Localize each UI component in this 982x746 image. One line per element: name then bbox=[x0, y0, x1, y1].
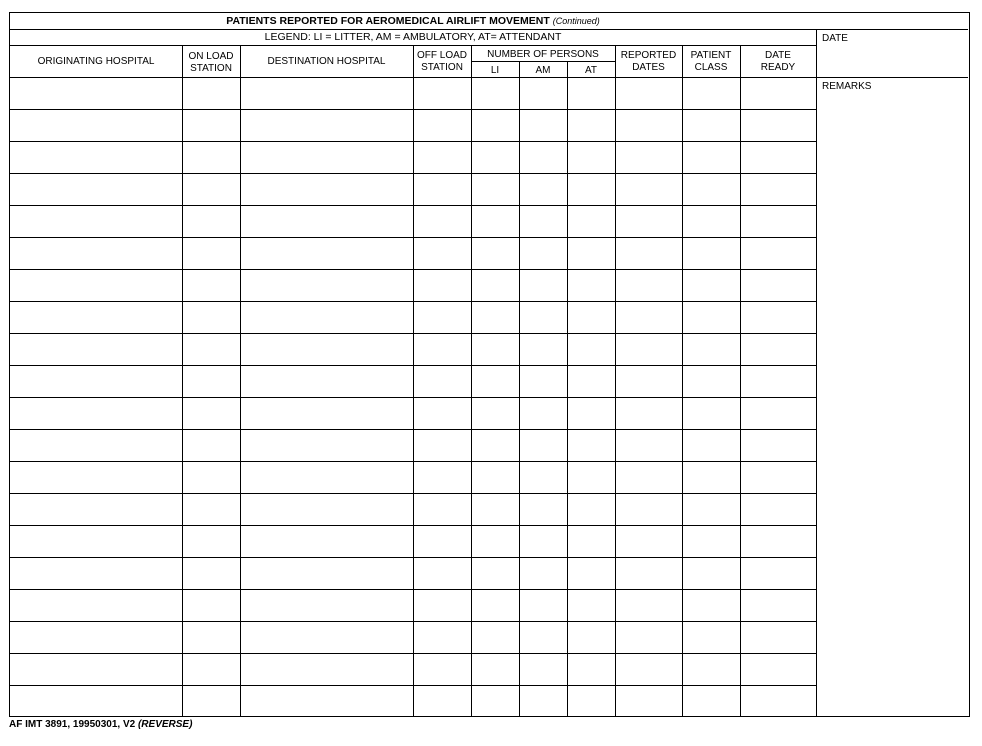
col-originating-hospital: ORIGINATING HOSPITAL bbox=[37, 56, 155, 67]
col-ready-line1: DATE bbox=[765, 50, 791, 61]
cell-li-count[interactable] bbox=[472, 78, 519, 109]
cell-originating-hospital[interactable] bbox=[11, 590, 182, 621]
col-off-load-line2: STATION bbox=[421, 62, 463, 73]
cell-am-count[interactable] bbox=[520, 590, 567, 621]
cell-li-count[interactable] bbox=[472, 462, 519, 493]
col-off-load-line1: OFF LOAD bbox=[416, 50, 467, 61]
cell-destination-hospital[interactable] bbox=[241, 398, 413, 429]
cell-at-count[interactable] bbox=[568, 174, 615, 205]
cell-on-load-station[interactable] bbox=[183, 622, 240, 653]
cell-am-count[interactable] bbox=[520, 302, 567, 333]
cell-li-count[interactable] bbox=[472, 558, 519, 589]
cell-originating-hospital[interactable] bbox=[11, 366, 182, 397]
date-field[interactable] bbox=[817, 47, 967, 76]
form-footer bbox=[9, 719, 192, 730]
cell-li-count[interactable] bbox=[472, 174, 519, 205]
cell-date-ready[interactable] bbox=[741, 430, 816, 461]
cell-reported-dates[interactable] bbox=[616, 206, 682, 237]
cell-date-ready[interactable] bbox=[741, 686, 816, 717]
cell-reported-dates[interactable] bbox=[616, 270, 682, 301]
cell-date-ready[interactable] bbox=[741, 206, 816, 237]
cell-off-load-station[interactable] bbox=[414, 430, 471, 461]
cell-originating-hospital[interactable] bbox=[11, 686, 182, 717]
cell-on-load-station[interactable] bbox=[183, 110, 240, 141]
cell-reported-dates[interactable] bbox=[616, 302, 682, 333]
cell-li-count[interactable] bbox=[472, 302, 519, 333]
cell-at-count[interactable] bbox=[568, 558, 615, 589]
cell-at-count[interactable] bbox=[568, 110, 615, 141]
cell-am-count[interactable] bbox=[520, 366, 567, 397]
cell-date-ready[interactable] bbox=[741, 398, 816, 429]
cell-at-count[interactable] bbox=[568, 142, 615, 173]
cell-date-ready[interactable] bbox=[741, 590, 816, 621]
cell-am-count[interactable] bbox=[520, 238, 567, 269]
cell-date-ready[interactable] bbox=[741, 558, 816, 589]
cell-originating-hospital[interactable] bbox=[11, 174, 182, 205]
cell-patient-class[interactable] bbox=[683, 238, 740, 269]
cell-off-load-station[interactable] bbox=[414, 558, 471, 589]
date-label: DATE bbox=[822, 33, 848, 44]
cell-originating-hospital[interactable] bbox=[11, 430, 182, 461]
cell-am-count[interactable] bbox=[520, 334, 567, 365]
cell-patient-class[interactable] bbox=[683, 622, 740, 653]
cell-destination-hospital[interactable] bbox=[241, 430, 413, 461]
cell-originating-hospital[interactable] bbox=[11, 206, 182, 237]
cell-am-count[interactable] bbox=[520, 654, 567, 685]
cell-at-count[interactable] bbox=[568, 78, 615, 109]
cell-reported-dates[interactable] bbox=[616, 174, 682, 205]
cell-destination-hospital[interactable] bbox=[241, 142, 413, 173]
cell-am-count[interactable] bbox=[520, 622, 567, 653]
cell-am-count[interactable] bbox=[520, 142, 567, 173]
cell-reported-dates[interactable] bbox=[616, 622, 682, 653]
cell-off-load-station[interactable] bbox=[414, 462, 471, 493]
cell-patient-class[interactable] bbox=[683, 270, 740, 301]
cell-originating-hospital[interactable] bbox=[11, 622, 182, 653]
cell-li-count[interactable] bbox=[472, 430, 519, 461]
cell-off-load-station[interactable] bbox=[414, 590, 471, 621]
cell-at-count[interactable] bbox=[568, 494, 615, 525]
cell-destination-hospital[interactable] bbox=[241, 462, 413, 493]
date-box-divider bbox=[816, 77, 968, 78]
cell-date-ready[interactable] bbox=[741, 366, 816, 397]
cell-on-load-station[interactable] bbox=[183, 78, 240, 109]
cell-reported-dates[interactable] bbox=[616, 238, 682, 269]
cell-at-count[interactable] bbox=[568, 590, 615, 621]
cell-date-ready[interactable] bbox=[741, 462, 816, 493]
form-side: (REVERSE) bbox=[137, 719, 193, 730]
cell-off-load-station[interactable] bbox=[414, 78, 471, 109]
cell-originating-hospital[interactable] bbox=[11, 78, 182, 109]
cell-at-count[interactable] bbox=[568, 206, 615, 237]
cell-originating-hospital[interactable] bbox=[11, 558, 182, 589]
col-destination-hospital: DESTINATION HOSPITAL bbox=[267, 56, 386, 67]
cell-reported-dates[interactable] bbox=[616, 558, 682, 589]
cell-off-load-station[interactable] bbox=[414, 110, 471, 141]
cell-reported-dates[interactable] bbox=[616, 142, 682, 173]
cell-li-count[interactable] bbox=[472, 238, 519, 269]
cell-li-count[interactable] bbox=[472, 142, 519, 173]
cell-at-count[interactable] bbox=[568, 334, 615, 365]
persons-subheader-divider bbox=[471, 61, 616, 62]
cell-on-load-station[interactable] bbox=[183, 270, 240, 301]
cell-on-load-station[interactable] bbox=[183, 654, 240, 685]
cell-am-count[interactable] bbox=[520, 526, 567, 557]
cell-patient-class[interactable] bbox=[683, 558, 740, 589]
cell-reported-dates[interactable] bbox=[616, 366, 682, 397]
cell-li-count[interactable] bbox=[472, 206, 519, 237]
cell-at-count[interactable] bbox=[568, 366, 615, 397]
cell-date-ready[interactable] bbox=[741, 110, 816, 141]
cell-off-load-station[interactable] bbox=[414, 526, 471, 557]
col-on-load-line2: STATION bbox=[190, 63, 232, 74]
cell-destination-hospital[interactable] bbox=[241, 206, 413, 237]
cell-originating-hospital[interactable] bbox=[11, 142, 182, 173]
col-number-of-persons: NUMBER OF PERSONS bbox=[487, 49, 599, 60]
cell-patient-class[interactable] bbox=[683, 174, 740, 205]
cell-off-load-station[interactable] bbox=[414, 622, 471, 653]
cell-date-ready[interactable] bbox=[741, 302, 816, 333]
cell-date-ready[interactable] bbox=[741, 270, 816, 301]
cell-date-ready[interactable] bbox=[741, 142, 816, 173]
cell-li-count[interactable] bbox=[472, 110, 519, 141]
cell-reported-dates[interactable] bbox=[616, 110, 682, 141]
cell-am-count[interactable] bbox=[520, 686, 567, 717]
cell-on-load-station[interactable] bbox=[183, 526, 240, 557]
cell-off-load-station[interactable] bbox=[414, 366, 471, 397]
cell-patient-class[interactable] bbox=[683, 302, 740, 333]
cell-at-count[interactable] bbox=[568, 686, 615, 717]
cell-off-load-station[interactable] bbox=[414, 302, 471, 333]
col-at: AT bbox=[584, 65, 598, 76]
cell-off-load-station[interactable] bbox=[414, 238, 471, 269]
cell-originating-hospital[interactable] bbox=[11, 302, 182, 333]
cell-li-count[interactable] bbox=[472, 270, 519, 301]
cell-destination-hospital[interactable] bbox=[241, 334, 413, 365]
cell-patient-class[interactable] bbox=[683, 398, 740, 429]
cell-date-ready[interactable] bbox=[741, 622, 816, 653]
cell-patient-class[interactable] bbox=[683, 526, 740, 557]
cell-date-ready[interactable] bbox=[741, 334, 816, 365]
cell-date-ready[interactable] bbox=[741, 238, 816, 269]
cell-am-count[interactable] bbox=[520, 558, 567, 589]
cell-patient-class[interactable] bbox=[683, 78, 740, 109]
cell-reported-dates[interactable] bbox=[616, 590, 682, 621]
cell-on-load-station[interactable] bbox=[183, 462, 240, 493]
form-title bbox=[10, 15, 816, 27]
cell-on-load-station[interactable] bbox=[183, 206, 240, 237]
cell-am-count[interactable] bbox=[520, 110, 567, 141]
cell-off-load-station[interactable] bbox=[414, 174, 471, 205]
cell-li-count[interactable] bbox=[472, 494, 519, 525]
form-title-suffix: (Continued) bbox=[552, 16, 600, 26]
cell-patient-class[interactable] bbox=[683, 462, 740, 493]
cell-am-count[interactable] bbox=[520, 270, 567, 301]
cell-destination-hospital[interactable] bbox=[241, 590, 413, 621]
cell-reported-dates[interactable] bbox=[616, 494, 682, 525]
cell-at-count[interactable] bbox=[568, 270, 615, 301]
cell-originating-hospital[interactable] bbox=[11, 526, 182, 557]
col-class-line1: PATIENT bbox=[690, 50, 732, 61]
cell-li-count[interactable] bbox=[472, 398, 519, 429]
cell-am-count[interactable] bbox=[520, 174, 567, 205]
cell-patient-class[interactable] bbox=[683, 654, 740, 685]
cell-on-load-station[interactable] bbox=[183, 398, 240, 429]
cell-li-count[interactable] bbox=[472, 654, 519, 685]
cell-on-load-station[interactable] bbox=[183, 238, 240, 269]
cell-patient-class[interactable] bbox=[683, 686, 740, 717]
cell-at-count[interactable] bbox=[568, 238, 615, 269]
col-on-load-line1: ON LOAD bbox=[188, 51, 234, 62]
cell-at-count[interactable] bbox=[568, 526, 615, 557]
cell-off-load-station[interactable] bbox=[414, 654, 471, 685]
cell-destination-hospital[interactable] bbox=[241, 558, 413, 589]
cell-on-load-station[interactable] bbox=[183, 174, 240, 205]
cell-originating-hospital[interactable] bbox=[11, 494, 182, 525]
cell-patient-class[interactable] bbox=[683, 206, 740, 237]
patient-airlift-form bbox=[9, 12, 970, 717]
cell-destination-hospital[interactable] bbox=[241, 686, 413, 717]
cell-patient-class[interactable] bbox=[683, 590, 740, 621]
cell-at-count[interactable] bbox=[568, 430, 615, 461]
cell-am-count[interactable] bbox=[520, 494, 567, 525]
cell-on-load-station[interactable] bbox=[183, 590, 240, 621]
cell-date-ready[interactable] bbox=[741, 654, 816, 685]
cell-destination-hospital[interactable] bbox=[241, 526, 413, 557]
cell-li-count[interactable] bbox=[472, 622, 519, 653]
cell-originating-hospital[interactable] bbox=[11, 270, 182, 301]
cell-destination-hospital[interactable] bbox=[241, 622, 413, 653]
cell-on-load-station[interactable] bbox=[183, 558, 240, 589]
cell-reported-dates[interactable] bbox=[616, 78, 682, 109]
cell-date-ready[interactable] bbox=[741, 78, 816, 109]
cell-patient-class[interactable] bbox=[683, 334, 740, 365]
cell-reported-dates[interactable] bbox=[616, 686, 682, 717]
cell-am-count[interactable] bbox=[520, 462, 567, 493]
cell-on-load-station[interactable] bbox=[183, 142, 240, 173]
cell-at-count[interactable] bbox=[568, 462, 615, 493]
cell-li-count[interactable] bbox=[472, 366, 519, 397]
cell-on-load-station[interactable] bbox=[183, 334, 240, 365]
cell-originating-hospital[interactable] bbox=[11, 398, 182, 429]
cell-destination-hospital[interactable] bbox=[241, 654, 413, 685]
cell-reported-dates[interactable] bbox=[616, 654, 682, 685]
cell-originating-hospital[interactable] bbox=[11, 110, 182, 141]
cell-am-count[interactable] bbox=[520, 398, 567, 429]
cell-on-load-station[interactable] bbox=[183, 494, 240, 525]
cell-off-load-station[interactable] bbox=[414, 686, 471, 717]
col-am: AM bbox=[535, 65, 551, 76]
cell-am-count[interactable] bbox=[520, 206, 567, 237]
cell-am-count[interactable] bbox=[520, 78, 567, 109]
cell-destination-hospital[interactable] bbox=[241, 270, 413, 301]
cell-li-count[interactable] bbox=[472, 334, 519, 365]
cell-off-load-station[interactable] bbox=[414, 334, 471, 365]
cell-li-count[interactable] bbox=[472, 590, 519, 621]
cell-on-load-station[interactable] bbox=[183, 430, 240, 461]
cell-am-count[interactable] bbox=[520, 430, 567, 461]
form-title-text: PATIENTS REPORTED FOR AEROMEDICAL AIRLIFT MOVEMENT bbox=[226, 15, 550, 27]
cell-li-count[interactable] bbox=[472, 526, 519, 557]
cell-date-ready[interactable] bbox=[741, 526, 816, 557]
cell-date-ready[interactable] bbox=[741, 494, 816, 525]
cell-destination-hospital[interactable] bbox=[241, 494, 413, 525]
cell-reported-dates[interactable] bbox=[616, 462, 682, 493]
form-id: AF IMT 3891, 19950301, V2 bbox=[9, 719, 136, 730]
cell-date-ready[interactable] bbox=[741, 174, 816, 205]
cell-reported-dates[interactable] bbox=[616, 398, 682, 429]
cell-originating-hospital[interactable] bbox=[11, 654, 182, 685]
remarks-field[interactable] bbox=[817, 95, 967, 715]
cell-originating-hospital[interactable] bbox=[11, 238, 182, 269]
cell-li-count[interactable] bbox=[472, 686, 519, 717]
col-li: LI bbox=[490, 65, 500, 76]
cell-off-load-station[interactable] bbox=[414, 398, 471, 429]
cell-off-load-station[interactable] bbox=[414, 494, 471, 525]
cell-reported-dates[interactable] bbox=[616, 334, 682, 365]
cell-reported-dates[interactable] bbox=[616, 430, 682, 461]
cell-on-load-station[interactable] bbox=[183, 302, 240, 333]
cell-on-load-station[interactable] bbox=[183, 686, 240, 717]
cell-destination-hospital[interactable] bbox=[241, 366, 413, 397]
cell-off-load-station[interactable] bbox=[414, 270, 471, 301]
cell-at-count[interactable] bbox=[568, 654, 615, 685]
cell-patient-class[interactable] bbox=[683, 110, 740, 141]
cell-destination-hospital[interactable] bbox=[241, 174, 413, 205]
title-divider bbox=[10, 29, 968, 30]
col-reported-line2: DATES bbox=[632, 62, 665, 73]
cell-reported-dates[interactable] bbox=[616, 526, 682, 557]
cell-originating-hospital[interactable] bbox=[11, 462, 182, 493]
cell-patient-class[interactable] bbox=[683, 366, 740, 397]
cell-patient-class[interactable] bbox=[683, 494, 740, 525]
cell-at-count[interactable] bbox=[568, 302, 615, 333]
remarks-label: REMARKS bbox=[822, 81, 872, 92]
cell-destination-hospital[interactable] bbox=[241, 302, 413, 333]
cell-patient-class[interactable] bbox=[683, 430, 740, 461]
cell-off-load-station[interactable] bbox=[414, 142, 471, 173]
cell-patient-class[interactable] bbox=[683, 142, 740, 173]
cell-at-count[interactable] bbox=[568, 622, 615, 653]
cell-destination-hospital[interactable] bbox=[241, 78, 413, 109]
cell-destination-hospital[interactable] bbox=[241, 238, 413, 269]
cell-on-load-station[interactable] bbox=[183, 366, 240, 397]
legend-text: LEGEND: LI = LITTER, AM = AMBULATORY, AT= ATTENDANT bbox=[264, 31, 562, 43]
cell-at-count[interactable] bbox=[568, 398, 615, 429]
col-class-line2: CLASS bbox=[694, 62, 728, 73]
col-reported-line1: REPORTED bbox=[620, 50, 677, 61]
col-ready-line2: READY bbox=[760, 62, 796, 73]
cell-destination-hospital[interactable] bbox=[241, 110, 413, 141]
cell-originating-hospital[interactable] bbox=[11, 334, 182, 365]
cell-off-load-station[interactable] bbox=[414, 206, 471, 237]
